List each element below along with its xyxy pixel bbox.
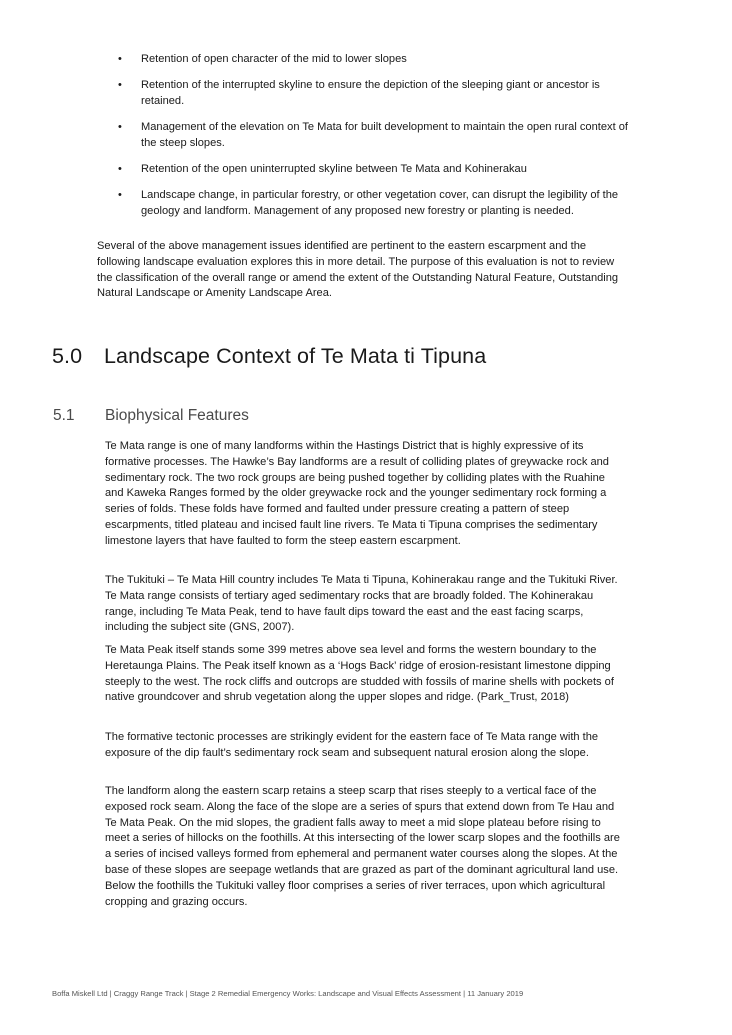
section-number: 5.0	[52, 344, 83, 368]
list-item-text: Management of the elevation on Te Mata for built development to maintain the open rural context of the steep slopes.	[141, 121, 628, 149]
bullet-icon: •	[118, 53, 122, 65]
body-paragraph: Te Mata range is one of many landforms within the Hastings District that is highly expressive of its formative processes. The Hawke’s Bay landforms are a result of colliding plates of greywacke rock and sedimentary rock. The two rock groups are being pushed together by colliding plates with the Ruahine and Kaweka Ranges formed by the older greywacke rock and the younger sedimentary rock forming a series of folds. These folds have formed and faulted under pressure creating a pattern of steep escarpments, titled plateau and incised fault line rivers. Te Mata ti Tipuna comprises the sedimentary limestone layers that have faulted to form the steep eastern escarpment.	[105, 440, 609, 547]
management-issues-list	[118, 52, 638, 230]
bullet-icon: •	[118, 189, 122, 202]
body-paragraph: The formative tectonic processes are strikingly evident for the eastern face of Te Mata range with the exposure of the dip fault’s sedimentary rock seam and subsequent natural erosion along the slope.	[105, 731, 599, 759]
body-paragraph: Te Mata Peak itself stands some 399 metres above sea level and forms the western boundary to the Heretaunga Plains. The Peak itself known as a ‘Hogs Back’ ridge of erosion-resistant limestone dipping steeply to the west. The rock cliffs and outcrops are studded with fossils of marine shells with pockets of native groundcover and shrub vegetation along the upper slopes and ridge. (Park_Trust, 2018)	[105, 644, 614, 704]
list-item	[118, 162, 638, 178]
body-paragraph: The landform along the eastern scarp retains a steep scarp that rises steeply to a vertical face of the exposed rock seam. Along the face of the slope are a series of spurs that extend down from Te Hau and Te Mata Peak. On the mid slopes, the gradient falls away to meet a mid slope plateau before rising to meet a series of hillocks on the foothills. At this intersecting of the lower scarp slopes and the foothills are a series of incised valleys formed from ephemeral and permanent water courses along the slopes. At the base of these slopes are seepage wetlands that are grazed as part of the dominant agricultural land use. Below the foothills the Tukituki valley floor comprises a series of river terraces, upon which agricultural cropping and grazing occurs.	[105, 785, 620, 908]
list-item	[118, 78, 638, 110]
list-item-text: Retention of open character of the mid to lower slopes	[141, 53, 407, 65]
subsection-title: Biophysical Features	[105, 407, 249, 424]
list-item	[118, 52, 638, 68]
section-heading	[52, 344, 486, 369]
list-item-text: Landscape change, in particular forestry, or other vegetation cover, can disrupt the legibility of the geology and landform. Management of any proposed new forestry or planting is needed.	[141, 189, 619, 218]
list-item-text: Retention of the open uninterrupted skyline between Te Mata and Kohinerakau	[141, 163, 527, 176]
bullet-icon: •	[118, 121, 122, 134]
subsection-heading	[53, 407, 249, 425]
body-paragraph: The Tukituki – Te Mata Hill country includes Te Mata ti Tipuna, Kohinerakau range and the Tukituki River. Te Mata range consists of tertiary aged sedimentary rocks that are broadly folded. The Kohinerakau range, including Te Mata Peak, tend to have fault dips toward the east and the east facing scarps, including the subject site (GNS, 2007).	[105, 574, 618, 634]
bullet-icon: •	[118, 163, 122, 176]
list-item	[118, 120, 638, 152]
bullet-icon: •	[118, 79, 122, 92]
intro-paragraph: Several of the above management issues identified are pertinent to the eastern escarpment and the following landscape evaluation explores this in more detail. The purpose of this evaluation is not to review the classification of the overall range or amend the extent of the Outstanding Natural Feature, Outstanding Natural Landscape or Amenity Landscape Area.	[97, 240, 619, 300]
subsection-number: 5.1	[53, 407, 75, 424]
page-footer: Boffa Miskell Ltd | Craggy Range Track | Stage 2 Remedial Emergency Works: Landscape and Visual Effects Assessment | 11 January 2019	[52, 989, 524, 998]
section-title: Landscape Context of Te Mata ti Tipuna	[104, 344, 487, 368]
list-item	[118, 188, 638, 220]
list-item-text: Retention of the interrupted skyline to ensure the depiction of the sleeping giant or ancestor is retained.	[141, 79, 600, 107]
